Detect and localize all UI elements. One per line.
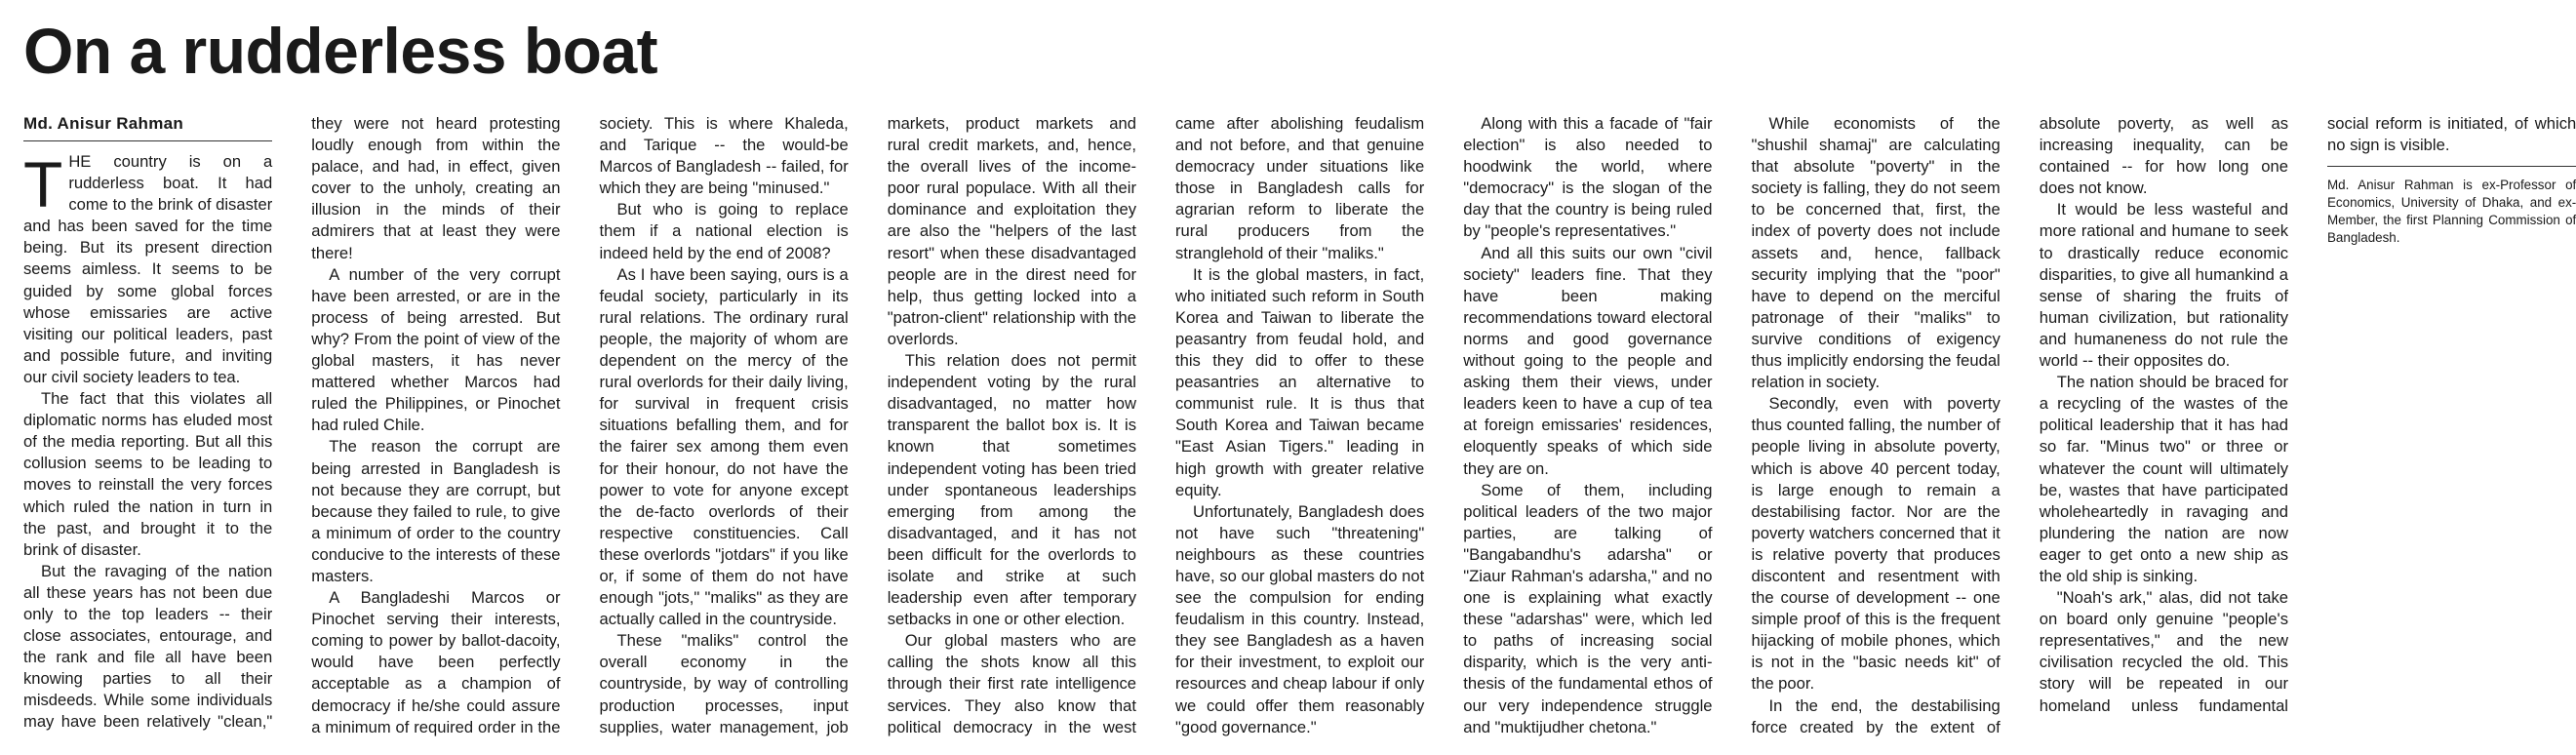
paragraph: "Noah's ark," alas, did not take on board only genuine "people's representatives," and the new civilisation recycled the old. This story will be repeated in our homeland unless fundamental social reform is initiated, of which no sign is visible. xyxy=(2039,114,2576,715)
paragraph: Unfortunately, Bangladesh does not have such "threatening" neighbours as these countries have, so our global masters do not see the compulsion for ending feudalism in this country. Instead, they see Bangladesh as a haven for their investment, to exploit our resources and cheap labour if only we could offer them reasonably "good governance." xyxy=(1175,501,1425,736)
paragraph: The nation should be braced for a recycling of the wastes of the political leadership that it has had so far. "Minus two" or three or whatever the count will ultimately be, wastes that have participated wholeheartedly in ravaging and plundering the nation are now eager to get onto a new ship as the old ship is sinking. xyxy=(2039,373,2288,585)
paragraph: Some of them, including political leaders of the two major parties, are talking of "Bangabandhu's adarsha" or "Ziaur Rahman's adarsha," and no one is explaining what exactly these "adarshas" were, which led to paths of increasing social disparity, which is the very anti-thesis of the fundamental ethos of our very independence struggle and "muktijudher chetona." xyxy=(1463,480,1713,736)
paragraph: This relation does not permit independent voting by the rural disadvantaged, no matter how transparent the ballot box is. It is known that sometimes independent voting has been tried under spontaneous leaderships emerging from among the disadvantaged, and it has not been difficult for the overlords to isolate and strike at such leadership even after temporary setbacks in one or other election. xyxy=(887,351,1136,629)
paragraph: As I have been saying, ours is a feudal society, particularly in its rural relations. The ordinary rural people, the majority of whom are dependent on the mercy of the rural overlords for their daily living, for survival in frequent crisis situations befalling them, and for the fairer sex among them even for their honour, do not have the power to vote for anyone except the de-facto overlords of their respective constituencies. Call these overlords "jotdars" if you like or, if some of them do not have enough "jots," "maliks" as they are actually called in the countryside. xyxy=(599,264,849,629)
drop-cap: T xyxy=(23,148,63,220)
article-body xyxy=(23,113,2576,743)
paragraph: These "maliks" control the overall economy in the countryside, by way of controlling production processes, input supplies, water management, job markets, product markets and rural credit markets, and, hence, the overall lives of the income-poor rural populace. With all their dominance and exploitation they are also the "helpers of the last resort" when these disadvantaged people are in the direst need for help, thus getting locked into a "patron-client" relationship with the overlords. xyxy=(599,114,1136,736)
paragraph: The reason the corrupt are being arrested in Bangladesh is not because they are corrupt, but because they failed to rule, to give a minimum of order to the country conducive to the interests of these masters. xyxy=(311,437,561,585)
headline: On a rudderless boat xyxy=(23,15,658,87)
paragraph: A Bangladeshi Marcos or Pinochet serving their interests, coming to power by ballot-dacoity, would have been perfectly acceptable as a champion of democracy if he/she could assure a minimum of required order in the society. This is where Khaleda, and Tarique -- the would-be Marcos of Bangladesh -- failed, for which they are being "minused." xyxy=(311,114,849,736)
paragraph: But who is going to replace them if a national election is indeed held by the end of 2008? xyxy=(599,200,849,262)
paragraph: While economists of the "shushil shamaj" are calculating that absolute "poverty" in the society is falling, they do not seem to be concerned that, first, the index of poverty does not include assets and, hence, fallback security implying that the "poor" have to depend on the merciful patronage of their "maliks" to survive conditions of exigency thus implicitly endorsing the feudal relation in society. xyxy=(1751,114,2001,392)
paragraph: It is the global masters, in fact, who initiated such reform in South Korea and Taiwan to liberate the peasantry from feudal hold, and this they did to offer to these peasantries an alternative to communist rule. It is thus that South Korea and Taiwan became "East Asian Tigers." leading in high growth with greater relative equity. xyxy=(1175,264,1425,499)
paragraph-1-text: HE country is on a rudderless boat. It had come to the brink of disaster and has been saved for the time being. But its present direction seems aimless. It seems to be guided by some global forces whose emissaries are active visiting our political leaders, past and possible future, and inviting our civil society leaders to tea. xyxy=(23,152,273,386)
paragraph: A number of the very corrupt have been arrested, or are in the process of being arrested. But why? From the point of view of the global masters, it has never mattered whether Marcos had ruled the Philippines, or Pinochet had ruled Chile. xyxy=(311,264,561,435)
paragraph-1 xyxy=(23,148,273,388)
paragraph: Along with this a facade of "fair election" is also needed to hoodwink the world, where "democracy" is the slogan of the day that the country is being ruled by "people's representatives." xyxy=(1463,114,1713,241)
paragraph: And all this suits our own "civil society" leaders fine. That they have been making recommendations toward electoral norms and good governance without going to the people and asking them their views, under leaders keen to have a cup of tea at foreign emissaries' residences, eloquently speaks of which side they are on. xyxy=(1463,243,1713,478)
paragraph: It would be less wasteful and more rational and humane to seek to drastically reduce economic disparities, to give all humankind a sense of sharing the fruits of human civilization, but rationality and humaneness do not rule the world -- their opposites do. xyxy=(2039,200,2288,371)
paragraph: In the end, the destabilising force created by the extent of absolute poverty, as well as increasing inequality, can be contained -- for how long one does not know. xyxy=(1751,114,2288,736)
paragraph: The fact that this violates all diplomatic norms has eluded most of the media reporting. But all this collusion seems to be leading to moves to reinstall the very forces which ruled the nation in turn in the past, and brought it to the brink of disaster. xyxy=(23,389,273,559)
paragraph: Our global masters who are calling the shots know all this through their first rate intelligence services. They also know that political democracy in the west came after abolishing feudalism and not before, and that genuine democracy under situations like those in Bangladesh calls for agrarian reform to liberate the rural producers from the stranglehold of their "maliks." xyxy=(887,114,1425,736)
paragraph: Secondly, even with poverty thus counted falling, the number of people living in absolute poverty, which is above 40 percent today, is large enough to remain a destabilising factor. Nor are the poverty watchers concerned that it is relative poverty that produces discontent and resentment with the course of development -- one simple proof of this is the frequent hijacking of mobile phones, which is not in the "basic needs kit" of the poor. xyxy=(1751,394,2001,694)
author-bio: Md. Anisur Rahman is ex-Professor of Economics, University of Dhaka, and ex-Member, the first Planning Commission of Bangladesh. xyxy=(2327,166,2576,247)
byline: Md. Anisur Rahman xyxy=(23,113,272,141)
paragraph: But the ravaging of the nation all these years has not been due only to the top leaders -- their close associates, entourage, and the rank and file all have been knowing parties to all their misdeeds. While some individuals may have been relatively "clean," they were not heard protesting loudly enough from within the palace, and had, in effect, given cover to the unholy, creating an illusion in the minds of their admirers that at least they were there! xyxy=(23,114,561,732)
